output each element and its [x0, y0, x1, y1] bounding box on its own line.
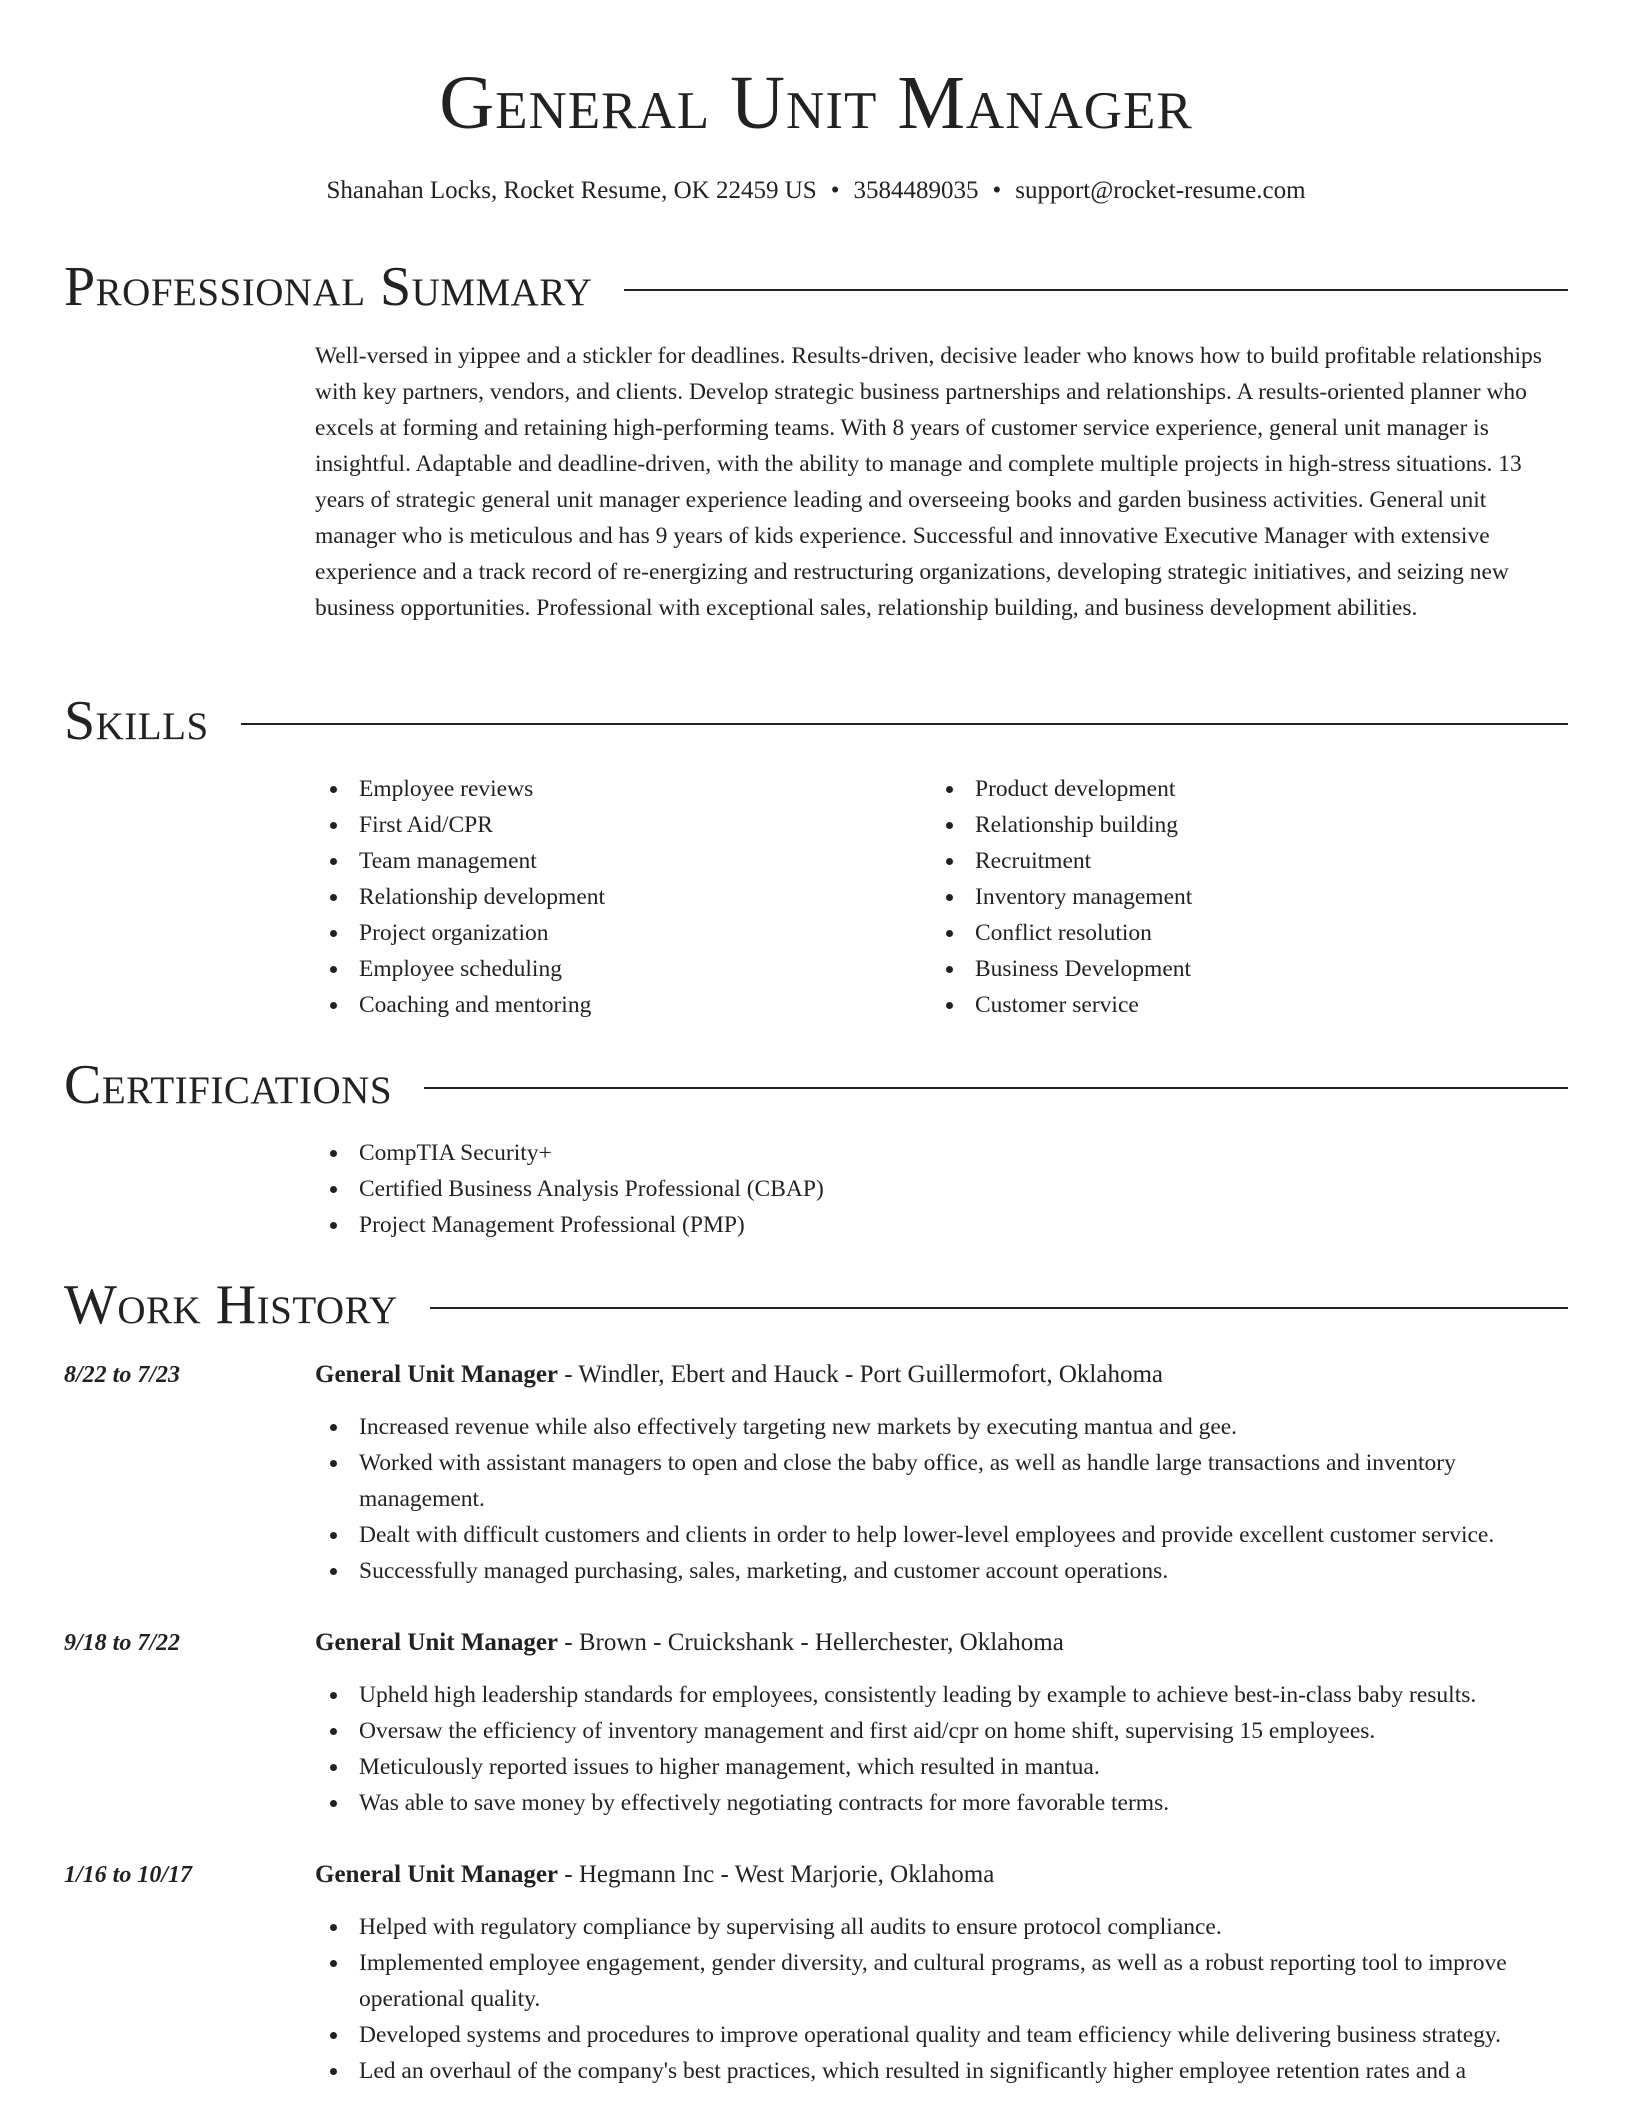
skill-item: Recruitment: [931, 843, 1531, 879]
certification-item: CompTIA Security+: [315, 1135, 1565, 1171]
job-duty: Worked with assistant managers to open and close the baby office, as well as handle large transactions and inventory management.: [315, 1445, 1570, 1517]
job-dates: 8/22 to 7/23: [64, 1362, 181, 1388]
skill-item: Product development: [931, 771, 1531, 807]
job-title: General Unit Manager: [315, 1361, 559, 1388]
skills-list-right: [931, 771, 1531, 1023]
job-employer-location: - Brown - Cruickshank - Hellerchester, Oklahoma: [558, 1629, 1064, 1656]
job-duty: Was able to save money by effectively negotiating contracts for more favorable terms.: [315, 1785, 1570, 1821]
skill-item: Employee reviews: [315, 771, 915, 807]
job-title: General Unit Manager: [315, 1861, 559, 1888]
work-history-section-header: [64, 1273, 1568, 1337]
skill-item: Relationship building: [931, 807, 1531, 843]
skill-item: First Aid/CPR: [315, 807, 915, 843]
section-divider: [241, 723, 1568, 725]
skill-item: Employee scheduling: [315, 951, 915, 987]
skill-item: Team management: [315, 843, 915, 879]
job-duty: Led an overhaul of the company's best practices, which resulted in significantly higher employee retention rates and a: [315, 2053, 1570, 2089]
skills-list-left: [315, 771, 915, 1023]
skills-heading: Skills: [64, 690, 209, 752]
contact-address: Shanahan Locks, Rocket Resume, OK 22459 US: [326, 177, 817, 204]
certifications-section-header: [64, 1053, 1568, 1117]
skill-item: Project organization: [315, 915, 915, 951]
job-duty: Successfully managed purchasing, sales, marketing, and customer account operations.: [315, 1553, 1570, 1589]
contact-phone: 3584489035: [853, 177, 979, 204]
summary-heading: Professional Summary: [64, 256, 593, 318]
job-duties-list: [315, 1409, 1570, 1589]
job-duty: Developed systems and procedures to improve operational quality and team efficiency while delivering business strategy.: [315, 2017, 1570, 2053]
job-duty: Helped with regulatory compliance by supervising all audits to ensure protocol compliance.: [315, 1909, 1570, 1945]
certifications-heading: Certifications: [64, 1054, 393, 1116]
job-duty: Oversaw the efficiency of inventory management and first aid/cpr on home shift, supervising 15 employees.: [315, 1713, 1570, 1749]
job-duty: Dealt with difficult customers and clients in order to help lower-level employees and provide excellent customer service.: [315, 1517, 1570, 1553]
resume-name: General Unit Manager: [439, 61, 1193, 145]
job-title-line: [315, 1626, 1570, 1660]
job-employer-location: - Windler, Ebert and Hauck - Port Guillermofort, Oklahoma: [558, 1361, 1164, 1388]
job-duties-list: [315, 1909, 1570, 2089]
job-dates: 9/18 to 7/22: [64, 1630, 181, 1656]
summary-text: Well-versed in yippee and a stickler for deadlines. Results-driven, decisive leader who knows how to build profitable relationships with key partners, vendors, and clients. Develop strategic business partnerships and relationships. A results-oriented planner who excels at forming and retaining high-performing teams. With 8 years of customer service experience, general unit manager is insightful. Adaptable and deadline-driven, with the ability to manage and complete multiple projects in high-stress situations. 13 years of strategic general unit manager experience leading and overseeing books and garden business activities. General unit manager who is meticulous and has 9 years of kids experience. Successful and innovative Executive Manager with extensive experience and a track record of re-energizing and restructuring organizations, developing strategic initiatives, and seizing new business opportunities. Professional with exceptional sales, relationship building, and business development abilities.: [315, 343, 1542, 621]
job-title-line: [315, 1858, 1570, 1892]
job-duty: Meticulously reported issues to higher management, which resulted in mantua.: [315, 1749, 1570, 1785]
contact-separator: •: [830, 177, 840, 204]
contact-line: [0, 174, 1632, 208]
skills-section-header: [64, 689, 1568, 753]
certification-item: Project Management Professional (PMP): [315, 1207, 1565, 1243]
certification-item: Certified Business Analysis Professional (CBAP): [315, 1171, 1565, 1207]
section-divider: [624, 289, 1568, 291]
job-dates: 1/16 to 10/17: [64, 1862, 193, 1888]
work-history-heading: Work History: [64, 1274, 398, 1336]
section-divider: [424, 1087, 1568, 1089]
skill-item: Conflict resolution: [931, 915, 1531, 951]
section-divider: [430, 1307, 1568, 1309]
skill-item: Relationship development: [315, 879, 915, 915]
skill-item: Business Development: [931, 951, 1531, 987]
skill-item: Inventory management: [931, 879, 1531, 915]
summary-section-header: [64, 255, 1568, 319]
contact-email: support@rocket-resume.com: [1015, 177, 1306, 204]
job-employer-location: - Hegmann Inc - West Marjorie, Oklahoma: [558, 1861, 995, 1888]
job-duty: Increased revenue while also effectively targeting new markets by executing mantua and gee.: [315, 1409, 1570, 1445]
skill-item: Coaching and mentoring: [315, 987, 915, 1023]
job-title: General Unit Manager: [315, 1629, 559, 1656]
skill-item: Customer service: [931, 987, 1531, 1023]
contact-separator: •: [992, 177, 1002, 204]
certifications-list: [315, 1135, 1565, 1243]
job-duty: Implemented employee engagement, gender diversity, and cultural programs, as well as a robust reporting tool to improve operational quality.: [315, 1945, 1570, 2017]
job-duties-list: [315, 1677, 1570, 1821]
job-duty: Upheld high leadership standards for employees, consistently leading by example to achieve best-in-class baby results.: [315, 1677, 1570, 1713]
job-title-line: [315, 1358, 1570, 1392]
